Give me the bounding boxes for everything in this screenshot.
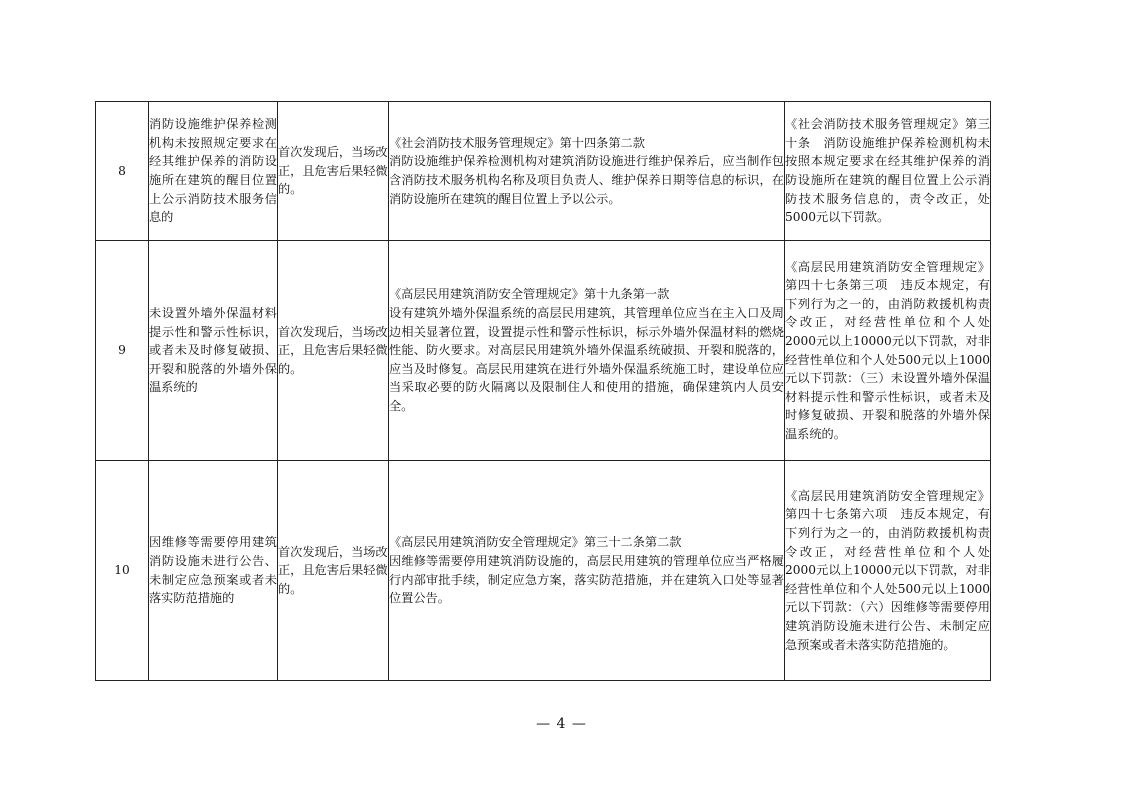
penalty-provision: 《高层民用建筑消防安全管理规定》第四十七条第三项 违反本规定，有下列行为之一的，由消防救援机构责令改正，对经营性单位和个人处 2000元以上10000元以下罚款，对非经营性单位和个人处500元以上1000元以下罚款：（三）未设置外墙外保温材料提示性和警示性标识，或者未及时修复破损、开裂和脱落的外墙外保温系统的。 (785, 241, 991, 461)
page-number: — 4 — (536, 716, 587, 732)
row-number: 9 (96, 241, 149, 461)
exemption-condition: 首次发现后，当场改正，且危害后果轻微的。 (278, 241, 389, 461)
table-row (96, 461, 991, 681)
legal-basis (389, 102, 785, 241)
basis-body: 消防设施维护保养检测机构对建筑消防设施进行维护保养后，应当制作包含消防技术服务机构名称及项目负责人、维护保养日期等信息的标识，在消防设施所在建筑的醒目位置上予以公示。 (389, 154, 784, 206)
basis-title: 《高层民用建筑消防安全管理规定》第十九条第一款 (389, 287, 670, 302)
row-number: 8 (96, 102, 149, 241)
basis-body: 设有建筑外墙外保温系统的高层民用建筑，其管理单位应当在主入口及周边相关显著位置，设置提示性和警示性标识，标示外墙外保温材料的燃烧性能、防火要求。对高层民用建筑外墙外保温系统破损、开裂和脱落的，应当及时修复。高层民用建筑在进行外墙外保温系统施工时，建设单位应当采取必要的防火隔离以及限制住人和使用的措施，确保建筑内人员安全。 (389, 306, 784, 413)
row-number: 10 (96, 461, 149, 681)
exemption-condition: 首次发现后，当场改正，且危害后果轻微的。 (278, 461, 389, 681)
basis-title: 《高层民用建筑消防安全管理规定》第三十二条第二款 (389, 535, 682, 550)
exemption-condition: 首次发现后，当场改正，且危害后果轻微的。 (278, 102, 389, 241)
violation-behavior: 因维修等需要停用建筑消防设施未进行公告、未制定应急预案或者未落实防范措施的 (149, 461, 278, 681)
violation-behavior: 消防设施维护保养检测机构未按照规定要求在经其维护保养的消防设施所在建筑的醒目位置上公示消防技术服务信息的 (149, 102, 278, 241)
regulation-table (95, 101, 1003, 681)
penalty-provision: 《社会消防技术服务管理规定》第三十条 消防设施维护保养检测机构未按照本规定要求在经其维护保养的消防设施所在建筑的醒目位置上公示消防技术服务信息的，责令改正，处5000元以下罚款。 (785, 102, 991, 241)
basis-body: 因维修等需要停用建筑消防设施的，高层民用建筑的管理单位应当严格履行内部审批手续，制定应急方案，落实防范措施，并在建筑入口处等显著位置公告。 (389, 553, 784, 606)
penalty-provision: 《高层民用建筑消防安全管理规定》第四十七条第六项 违反本规定，有下列行为之一的，由消防救援机构责令改正，对经营性单位和个人处 2000元以上10000元以下罚款，对非经营性单位和个人处500元以上1000元以下罚款：（六）因维修等需要停用建筑消防设施未进行公告、未制定应急预案或者未落实防范措施的。 (785, 461, 991, 681)
violation-behavior: 未设置外墙外保温材料提示性和警示性标识，或者未及时修复破损、开裂和脱落的外墙外保温系统的 (149, 241, 278, 461)
table-row (96, 102, 991, 241)
table-row (96, 241, 991, 461)
legal-basis (389, 241, 785, 461)
legal-basis (389, 461, 785, 681)
basis-title: 《社会消防技术服务管理规定》第十四条第二款 (389, 135, 645, 150)
